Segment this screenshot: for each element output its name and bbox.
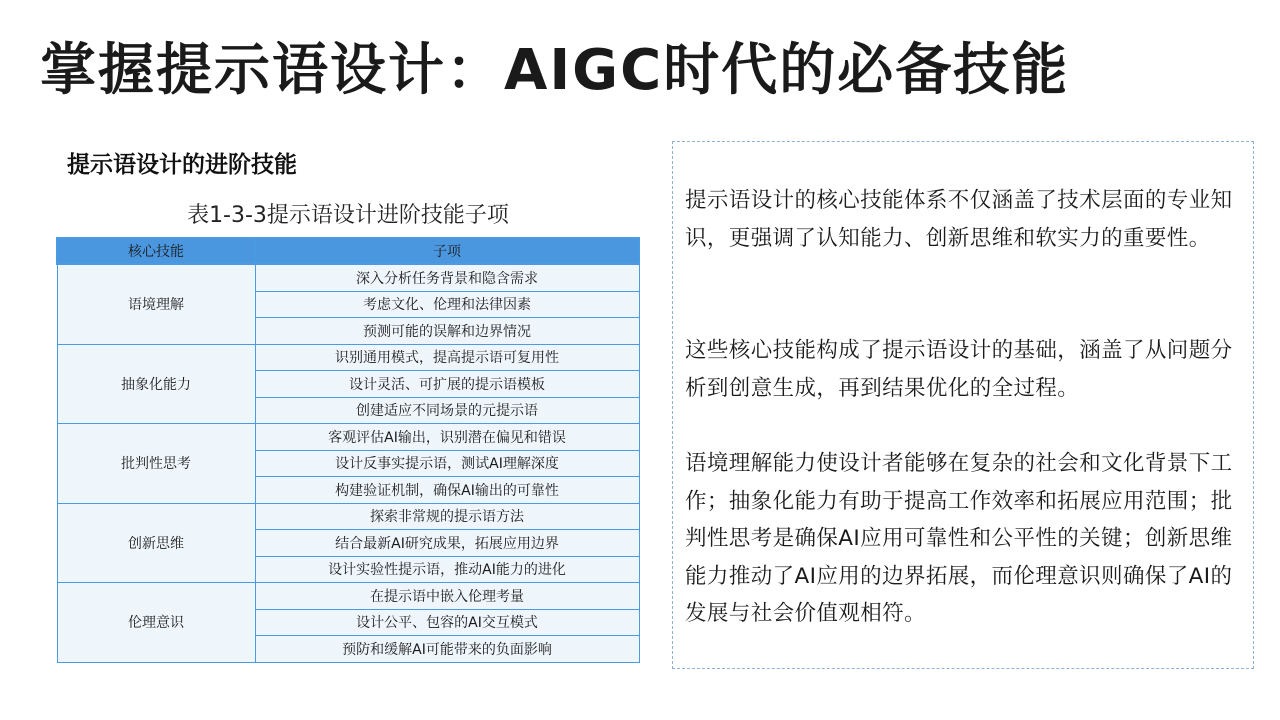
item-cell: 设计灵活、可扩展的提示语模板 bbox=[255, 371, 639, 398]
item-cell: 识别通用模式，提高提示语可复用性 bbox=[255, 344, 639, 371]
paragraph-3: 语境理解能力使设计者能够在复杂的社会和文化背景下工作；抽象化能力有助于提高工作效率和拓展应用范围；批判性思考是确保AI应用可靠性和公平性的关键；创新思维能力推动了AI应用的边界拓展，而伦理意识则确保了AI的发展与社会价值观相符。 bbox=[685, 451, 1233, 626]
table-row bbox=[57, 583, 639, 610]
item-cell: 设计公平、包容的AI交互模式 bbox=[255, 609, 639, 636]
table-header-row bbox=[57, 238, 639, 264]
item-cell: 客观评估AI输出，识别潜在偏见和错误 bbox=[255, 424, 639, 451]
table-row bbox=[57, 264, 639, 291]
section-title: 提示语设计的进阶技能 bbox=[67, 152, 297, 178]
skill-cell: 伦理意识 bbox=[57, 583, 255, 663]
table-row bbox=[57, 344, 639, 371]
item-cell: 设计实验性提示语，推动AI能力的进化 bbox=[255, 556, 639, 583]
skills-table-container bbox=[56, 237, 640, 663]
page-title: 掌握提示语设计：AIGC时代的必备技能 bbox=[40, 38, 1070, 103]
item-cell: 预测可能的误解和边界情况 bbox=[255, 318, 639, 345]
skill-cell: 批判性思考 bbox=[57, 424, 255, 504]
table-caption: 表1-3-3提示语设计进阶技能子项 bbox=[187, 203, 509, 228]
table-row bbox=[57, 503, 639, 530]
table-body bbox=[57, 264, 639, 662]
skills-table bbox=[56, 237, 640, 663]
item-cell: 结合最新AI研究成果，拓展应用边界 bbox=[255, 530, 639, 557]
table-row bbox=[57, 424, 639, 451]
skill-cell: 语境理解 bbox=[57, 264, 255, 344]
item-cell: 在提示语中嵌入伦理考量 bbox=[255, 583, 639, 610]
item-cell: 考虑文化、伦理和法律因素 bbox=[255, 291, 639, 318]
paragraph-1: 提示语设计的核心技能体系不仅涵盖了技术层面的专业知识，更强调了认知能力、创新思维和软实力的重要性。 bbox=[685, 188, 1233, 251]
item-cell: 构建验证机制，确保AI输出的可靠性 bbox=[255, 477, 639, 504]
header-core-skill: 核心技能 bbox=[57, 238, 255, 264]
paragraph-2: 这些核心技能构成了提示语设计的基础，涵盖了从问题分析到创意生成，再到结果优化的全过程。 bbox=[685, 338, 1233, 401]
item-cell: 深入分析任务背景和隐含需求 bbox=[255, 264, 639, 291]
item-cell: 创建适应不同场景的元提示语 bbox=[255, 397, 639, 424]
item-cell: 探索非常规的提示语方法 bbox=[255, 503, 639, 530]
item-cell: 预防和缓解AI可能带来的负面影响 bbox=[255, 636, 639, 663]
item-cell: 设计反事实提示语，测试AI理解深度 bbox=[255, 450, 639, 477]
skill-cell: 创新思维 bbox=[57, 503, 255, 583]
skill-cell: 抽象化能力 bbox=[57, 344, 255, 424]
header-sub-item: 子项 bbox=[255, 238, 639, 264]
